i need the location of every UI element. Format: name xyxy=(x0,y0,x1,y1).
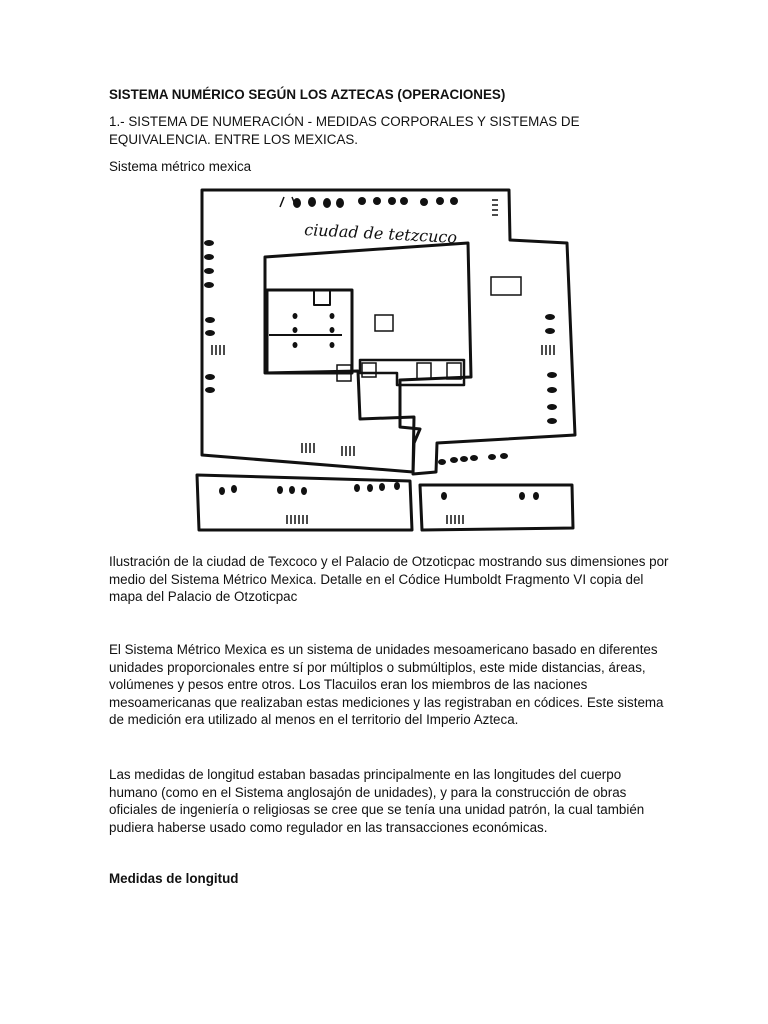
south-block-west xyxy=(197,475,412,530)
paragraph-2: Las medidas de longitud estaban basadas principalmente en las longitudes del cuerpo humano (como en el Sistema anglosajón de unidades), y para la construcción de obras oficiales de ingeniería o religiosas se cree que se tenía una unidad patrón, la cual también pudiera haberse usado como regulador en las transacciones económicas. xyxy=(109,767,645,835)
subheading: Sistema métrico mexica xyxy=(109,159,252,174)
codex-map-figure xyxy=(192,185,578,537)
south-block-east xyxy=(420,485,573,530)
document-title: SISTEMA NUMÉRICO SEGÚN LOS AZTECAS (OPERACIONES) xyxy=(109,87,506,102)
codex-map-drawing xyxy=(192,185,578,537)
paragraph-1: El Sistema Métrico Mexica es un sistema de unidades mesoamericano basado en diferentes unidades proporcionales entre sí por múltiplos o submúltiplos, este mide distancias, áreas, volúmenes y pesos entre otros. Los Tlacuilos eran los miembros de las naciones mesoamericanas que realizaban estas mediciones y las registraban en códices. Este sistema de medición era utilizado al menos en el territorio del Imperio Azteca. xyxy=(109,642,664,727)
section-heading: 1.- SISTEMA DE NUMERACIÓN - MEDIDAS CORPORALES Y SISTEMAS DE EQUIVALENCIA. ENTRE LOS MEXICAS. xyxy=(109,114,580,147)
palace-courtyard xyxy=(267,290,352,373)
handwritten-label: ciudad de tetzcuco xyxy=(303,220,458,247)
figure-caption: Ilustración de la ciudad de Texcoco y el Palacio de Otzoticpac mostrando sus dimensiones por medio del Sistema Métrico Mexica. Detalle en el Códice Humboldt Fragmento VI copia del mapa del Palacio de Otzoticpac xyxy=(109,554,669,604)
heading-medidas-longitud: Medidas de longitud xyxy=(109,871,239,886)
